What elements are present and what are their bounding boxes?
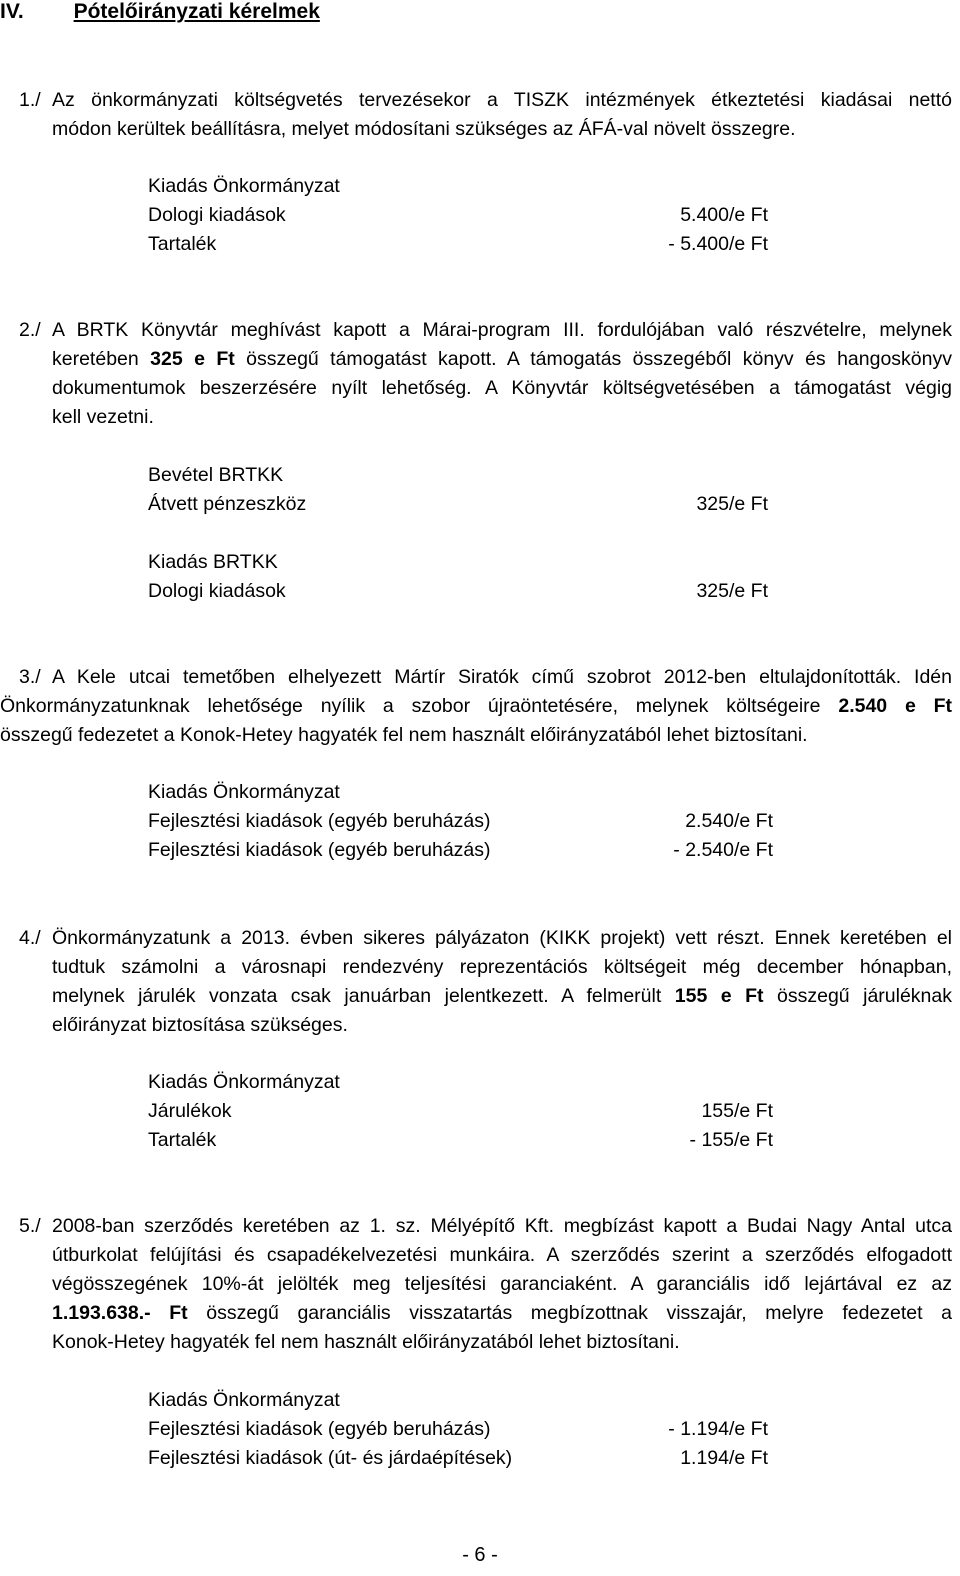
row-amount: 325/e Ft [696, 580, 768, 602]
item-number: 4./ [19, 927, 41, 949]
item-1-budget-table [148, 172, 768, 259]
text-run: összegű járuléknak [763, 985, 952, 1007]
row-amount: 2.540/e Ft [685, 810, 773, 832]
highlighted-amount: 155 e Ft [674, 985, 764, 1007]
highlighted-amount: 325 e Ft [150, 348, 235, 370]
table-row [148, 1126, 773, 1155]
paragraph-line [52, 345, 952, 374]
paragraph-line: tudtuk számolni a városnapi rendezvény reprezentációs költségeit még december hónapban, [52, 956, 952, 978]
paragraph-line: módon kerültek beállításra, melyet módosítani szükséges az ÁFÁ-val növelt összegre. [52, 118, 796, 140]
row-label: Fejlesztési kiadások (út- és járdaépítések) [148, 1447, 513, 1469]
table-header: Kiadás Önkormányzat [148, 781, 340, 803]
table-header: Bevétel BRTKK [148, 464, 284, 486]
row-label: Járulékok [148, 1100, 232, 1122]
row-amount: - 1.194/e Ft [668, 1418, 768, 1440]
row-amount: 325/e Ft [696, 493, 768, 515]
table-row [148, 1097, 773, 1126]
item-number: 1./ [19, 89, 41, 111]
item-number: 2./ [19, 319, 41, 341]
table-header: Kiadás Önkormányzat [148, 1389, 340, 1411]
table-row [148, 201, 768, 230]
item-2-expense-table [148, 548, 768, 606]
section-number: IV. [0, 0, 24, 23]
paragraph-line: kell vezetni. [52, 406, 154, 428]
row-amount: 155/e Ft [701, 1100, 773, 1122]
page-number: - 6 - [462, 1544, 498, 1566]
highlighted-amount: 1.193.638.- Ft [52, 1302, 188, 1324]
row-label: Fejlesztési kiadások (egyéb beruházás) [148, 839, 491, 861]
table-row [148, 490, 768, 519]
item-2-paragraph [19, 316, 952, 432]
item-number: 5./ [19, 1215, 41, 1237]
paragraph-line: Konok-Hetey hagyaték fel nem használt előirányzatából lehet biztosítani. [52, 1331, 680, 1353]
paragraph-line: útburkolat felújítási és csapadékelvezetési munkáira. A szerződés szerint a szerződés elfogadott [52, 1244, 952, 1266]
table-header-row [148, 172, 768, 201]
item-number: 3./ [19, 666, 41, 688]
paragraph-line: előirányzat biztosítása szükséges. [52, 1014, 348, 1036]
item-4-budget-table [148, 1068, 773, 1155]
item-5-paragraph [19, 1212, 952, 1357]
table-row [148, 577, 768, 606]
row-label: Átvett pénzeszköz [148, 493, 307, 515]
item-3-budget-table [148, 778, 773, 865]
item-2-revenue-table [148, 461, 768, 519]
row-label: Fejlesztési kiadások (egyéb beruházás) [148, 1418, 491, 1440]
row-label: Dologi kiadások [148, 204, 286, 226]
item-5-budget-table [148, 1386, 768, 1473]
table-header-row [148, 1386, 768, 1415]
paragraph-line: Az önkormányzati költségvetés tervezésekor a TISZK intézmények étkeztetési kiadásai nettó [52, 89, 952, 111]
paragraph-line: összegű fedezetet a Konok-Hetey hagyaték fel nem használt előirányzatából lehet biztosítani. [0, 724, 808, 746]
text-run: keretében [52, 348, 151, 370]
table-row [148, 1415, 768, 1444]
row-amount: - 2.540/e Ft [673, 839, 773, 861]
table-row [148, 230, 768, 259]
paragraph-line: dokumentumok beszerzésére nyílt lehetőség. A Könyvtár költségvetésében a támogatást végig [52, 377, 952, 399]
text-run: melynek járulék vonzata csak januárban jelentkezett. A felmerült [52, 985, 675, 1007]
row-label: Tartalék [148, 1129, 217, 1151]
row-amount: - 5.400/e Ft [668, 233, 768, 255]
item-3-paragraph [0, 663, 953, 750]
paragraph-line: A Kele utcai temetőben elhelyezett Mártír Siratók című szobrot 2012-ben eltulajdonították. Idén [52, 666, 952, 688]
table-header: Kiadás BRTKK [148, 551, 278, 573]
paragraph-line [52, 982, 952, 1011]
table-row [148, 836, 773, 865]
text-run: összegű garanciális visszatartás megbízottnak visszajár, melyre fedezetet a [187, 1302, 952, 1324]
table-row [148, 1444, 768, 1473]
row-amount: 1.194/e Ft [680, 1447, 768, 1469]
table-header-row [148, 548, 768, 577]
table-header-row [148, 461, 768, 490]
row-label: Tartalék [148, 233, 217, 255]
item-1-paragraph [19, 86, 952, 144]
paragraph-line: végösszegének 10%-át jelölték meg teljesítési garanciaként. A garanciális idő lejártával ez az [52, 1273, 952, 1295]
row-amount: 5.400/e Ft [680, 204, 768, 226]
paragraph-line: 2008-ban szerződés keretében az 1. sz. Mélyépítő Kft. megbízást kapott a Budai Nagy Antal utca [52, 1215, 952, 1237]
table-header-row [148, 1068, 773, 1097]
row-label: Fejlesztési kiadások (egyéb beruházás) [148, 810, 491, 832]
table-header: Kiadás Önkormányzat [148, 175, 340, 197]
table-row [148, 807, 773, 836]
table-header: Kiadás Önkormányzat [148, 1071, 340, 1093]
paragraph-line: Önkormányzatunk a 2013. évben sikeres pályázaton (KIKK projekt) vett részt. Ennek keretében el [52, 927, 952, 949]
section-heading [0, 0, 320, 24]
paragraph-line [0, 692, 952, 721]
section-title: Pótelőirányzati kérelmek [73, 0, 320, 23]
table-header-row [148, 778, 773, 807]
text-run: összegű támogatást kapott. A támogatás összegéből könyv és hangoskönyv [234, 348, 952, 370]
paragraph-line: A BRTK Könyvtár meghívást kapott a Márai-program III. fordulójában való részvételre, melynek [52, 319, 952, 341]
row-amount: - 155/e Ft [689, 1129, 773, 1151]
paragraph-line [52, 1299, 952, 1328]
item-4-paragraph [19, 924, 952, 1040]
text-run: Önkormányzatunknak lehetősége nyílik a szobor újraöntetésére, melynek költségeire [0, 695, 839, 717]
highlighted-amount: 2.540 e Ft [838, 695, 953, 717]
row-label: Dologi kiadások [148, 580, 286, 602]
